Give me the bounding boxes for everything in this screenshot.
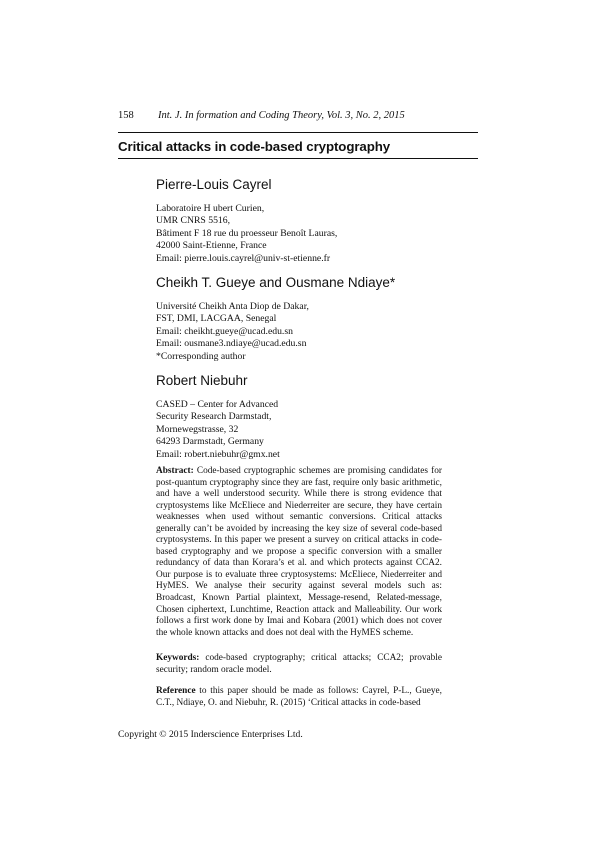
copyright-notice: Copyright © 2015 Inderscience Enterprises Ltd.	[118, 729, 303, 740]
affiliation-line: FST, DMI, LACGAA, Senegal	[156, 313, 277, 325]
affiliation-line: Université Cheikh Anta Diop de Dakar,	[156, 301, 309, 312]
affiliation-line: Security Research Darmstadt,	[156, 411, 272, 423]
page-number: 158	[118, 110, 134, 121]
keywords	[156, 653, 442, 676]
affiliation-line: Mornewegstrasse, 32	[156, 423, 239, 435]
affiliation-line: Bâtiment F 18 rue du proesseur Benoît Lauras,	[156, 227, 338, 239]
author-email: Email: ousmane3.ndiaye@ucad.edu.sn	[156, 338, 307, 350]
affiliation-line: 64293 Darmstadt, Germany	[156, 436, 264, 448]
abstract-label: Abstract:	[156, 466, 194, 476]
abstract-text: Code-based cryptographic schemes are promising candidates for post-quantum cryptography since they are fast, require only basic arithmetic, and have a well understood security. While there is strong evidence that cryptosystems like McEliece and Niederreiter are secure, they have certain weaknesses when used without semantic conversions. Critical attacks generally can’t be avoided by increasing the key size of several code-based cryptosystems. In this paper we present a survey on critical attacks in code-based cryptography and we propose a specific conversion with a smaller redundancy of data than Korara’s et al. and which protects against CCA2. Our purpose is to evaluate three cryptosystems: McEliece, Niederreiter and HyMES. We analyse their security against several models such as: Broadcast, Known Partial plaintext, Message-resend, Related-message, Chosen ciphertext, Lunchtime, Reaction attack and Malleability. Our work follows a first work done by Imai and Kobara (2001) which does not cover the whole known attacks and does not deal with the HyMES scheme.	[156, 466, 442, 638]
reference-label: Reference	[156, 686, 196, 696]
abstract	[156, 466, 442, 639]
keywords-text: code-based cryptography; critical attacks; CCA2; provable security; random oracle model.	[156, 653, 442, 675]
author-affiliation	[156, 203, 476, 265]
author-affiliation	[156, 399, 476, 461]
author-name: Robert Niebuhr	[156, 373, 248, 388]
affiliation-line: Laboratoire H ubert Curien,	[156, 203, 265, 214]
author-email: Email: pierre.louis.cayrel@univ-st-etienne.fr	[156, 252, 331, 264]
affiliation-line: CASED – Center for Advanced	[156, 399, 279, 410]
journal-citation: Int. J. In formation and Coding Theory, Vol. 3, No. 2, 2015	[158, 110, 405, 121]
author-name: Pierre-Louis Cayrel	[156, 177, 272, 192]
reference-text: to this paper should be made as follows: Cayrel, P-L., Gueye, C.T., Ndiaye, O. and Niebuhr, R. (2015) ‘Critical attacks in code-based	[156, 686, 442, 708]
affiliation-line: 42000 Saint-Etienne, France	[156, 240, 267, 252]
corresponding-author-note: *Corresponding author	[156, 350, 246, 362]
paper-title: Critical attacks in code-based cryptography	[118, 139, 391, 154]
title-rule-bottom	[118, 158, 478, 159]
title-rule-top	[118, 132, 478, 133]
affiliation-line: UMR CNRS 5516,	[156, 215, 231, 227]
author-name: Cheikh T. Gueye and Ousmane Ndiaye*	[156, 275, 396, 290]
reference-note	[156, 686, 442, 709]
running-head	[118, 110, 478, 121]
author-email: Email: cheikht.gueye@ucad.edu.sn	[156, 325, 293, 337]
author-email: Email: robert.niebuhr@gmx.net	[156, 448, 280, 460]
author-affiliation	[156, 301, 476, 363]
keywords-label: Keywords:	[156, 653, 200, 663]
